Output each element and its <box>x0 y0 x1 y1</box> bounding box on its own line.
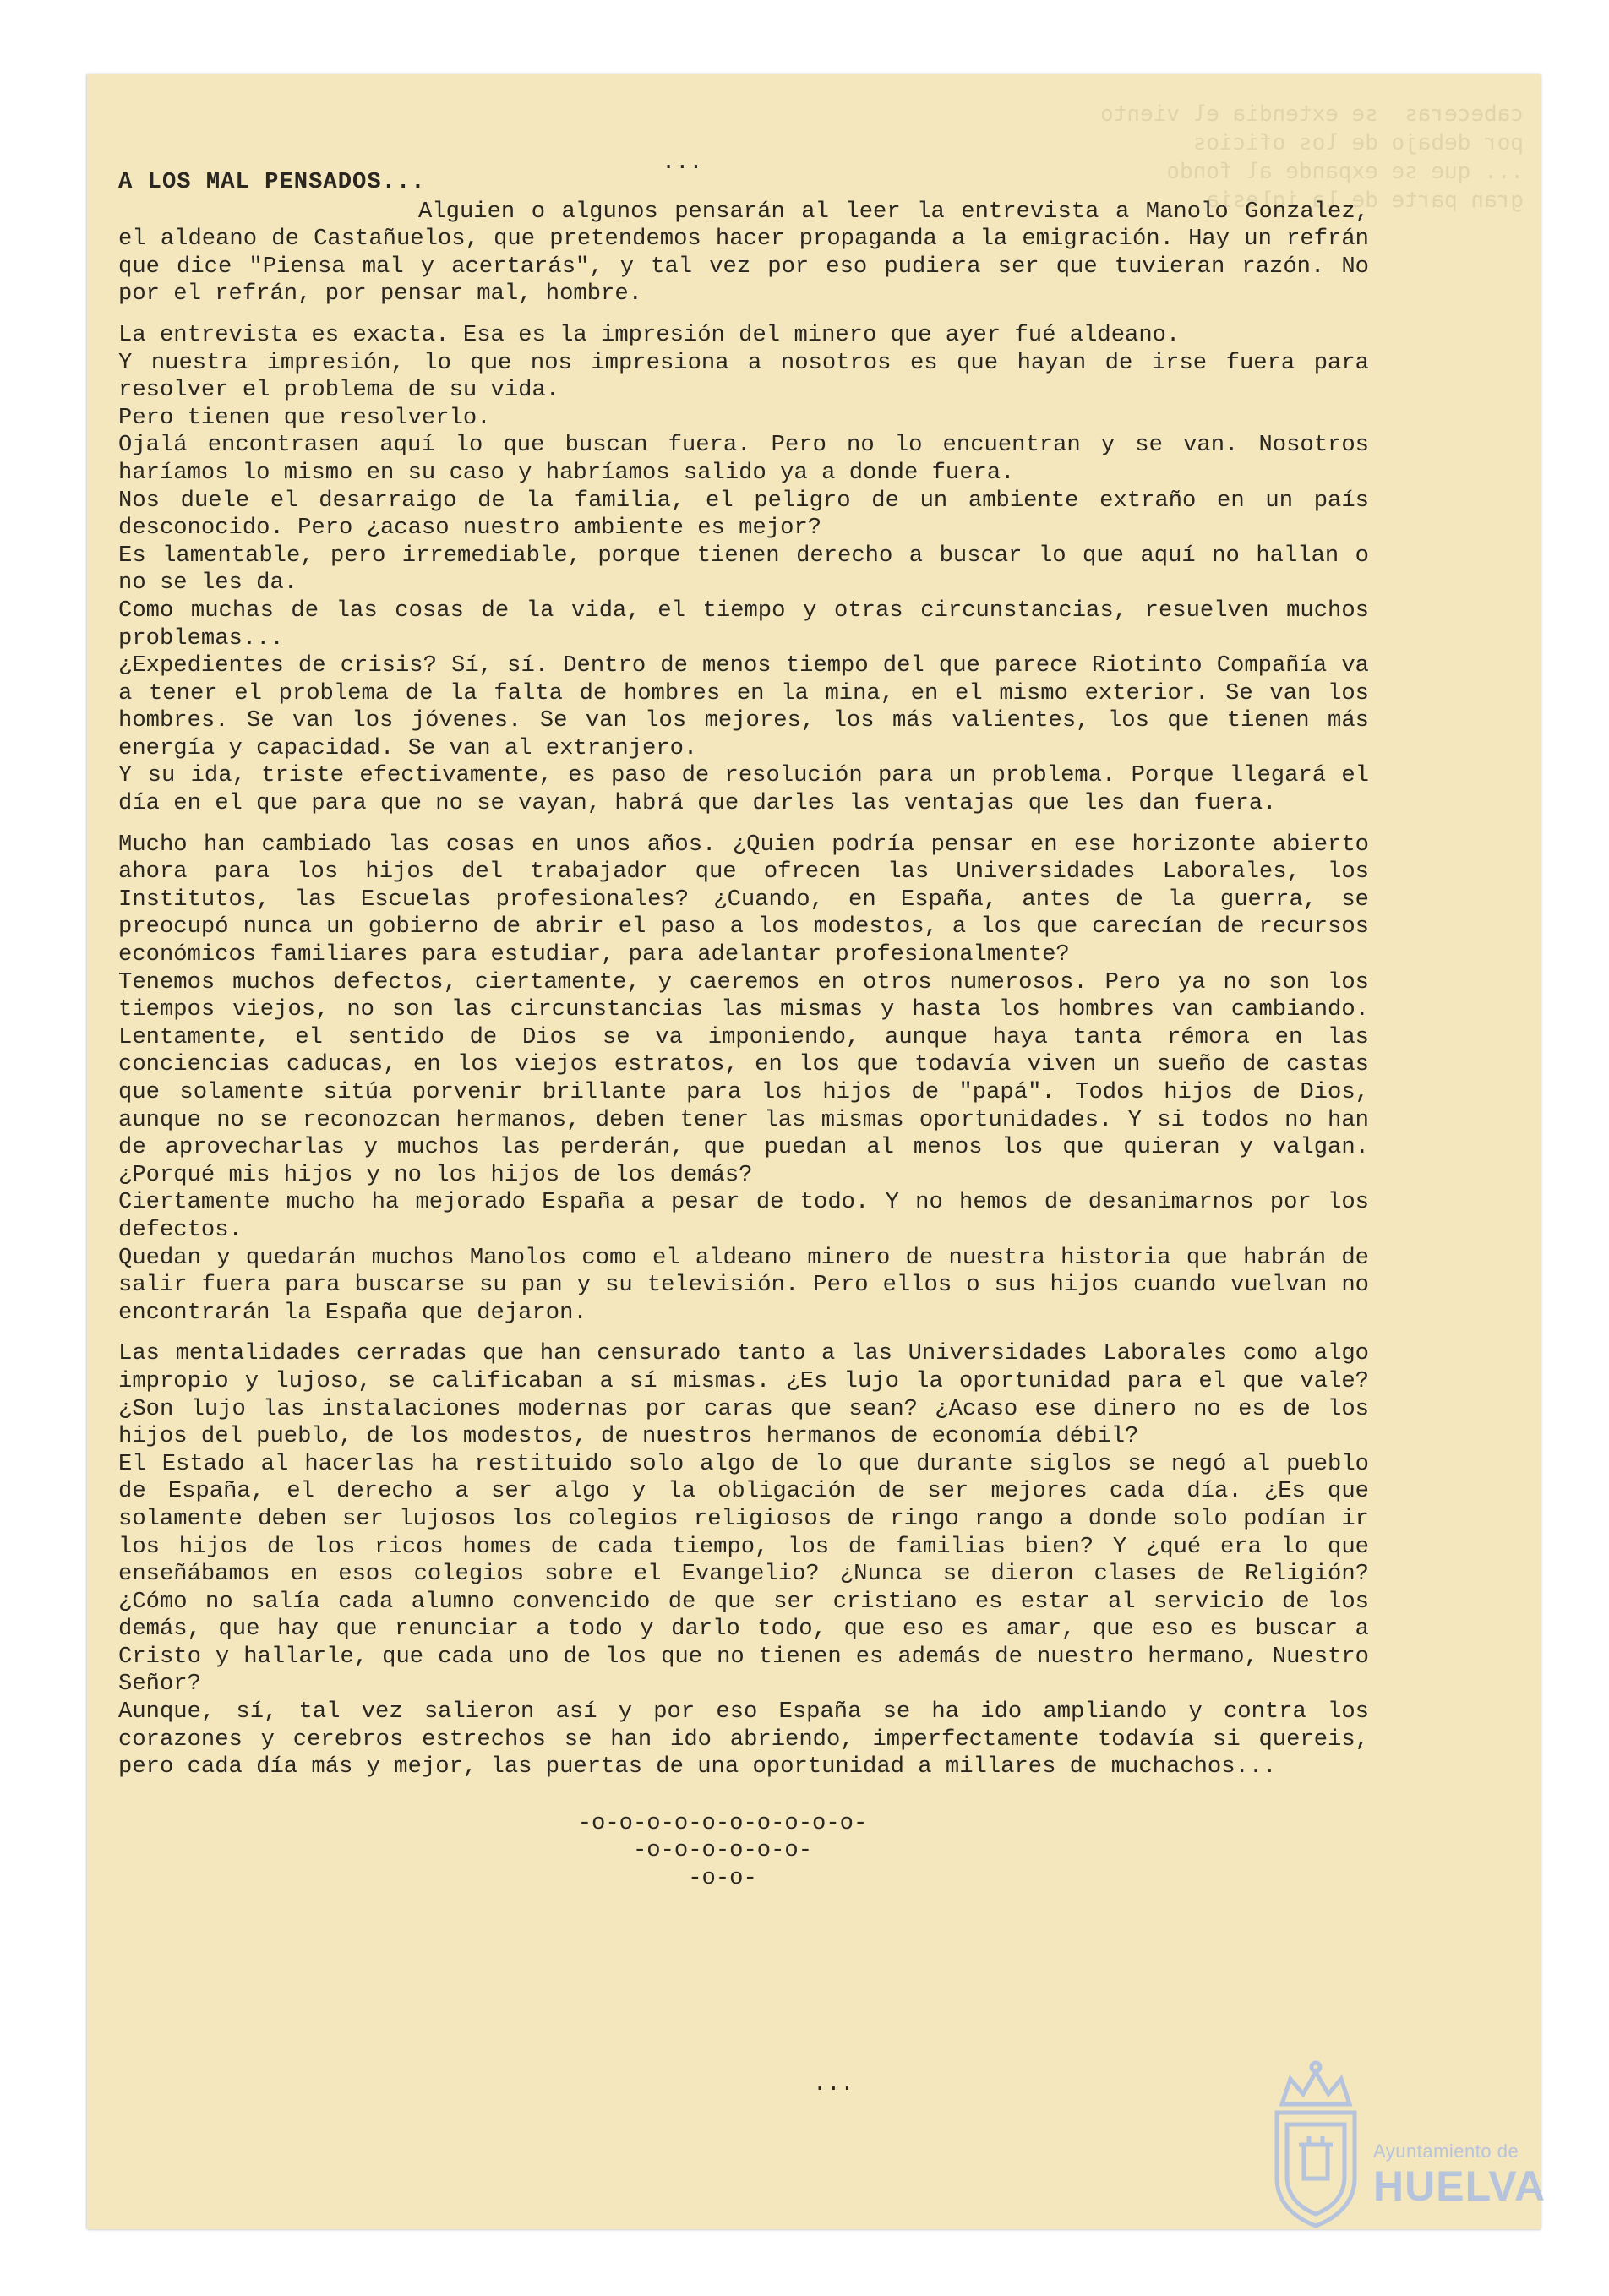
separator-line-2: -o-o-o-o-o-o- <box>632 1837 813 1864</box>
section-3-line: Las mentalidades cerradas que han censurado tanto a las Universidades Laborales como algo impropio y lujoso, se calificaban a sí mismas. ¿Es lujo la oportunidad para el que vale? ¿Son lujo las instalaciones modernas por caras que sean? ¿Acaso ese dinero no es de los hijos del pueblo, de los modestos, de nuestros hermanos de economía débil? <box>118 1340 1369 1450</box>
section-3-line: El Estado al hacerlas ha restituido solo algo de lo que durante siglos se negó al pueblo de España, el derecho a ser algo y la obligación de ser mejores cada día. ¿Es que solamente deben ser lujosos los colegios religiosos de ringo rango a donde solo podían ir los hijos de los ricos homes de cada tiempo, los de familias bien? Y ¿qué era lo que enseñábamos en esos colegios sobre el Evangelio? ¿Nunca se dieron clases de Religión? ¿Cómo no salía cada alumno convencido de que ser cristiano es estar al servicio de los demás, que hay que renunciar a todo y darlo todo, que eso es amar, que eso es buscar a Cristo y hallarle, que cada uno de los que no tienen es además de nuestro hermano, Nuestro Señor? <box>118 1450 1369 1698</box>
section-1-line: Y nuestra impresión, lo que nos impresiona a nosotros es que hayan de irse fuera para resolver el problema de su vida. <box>118 349 1369 404</box>
document-title: A LOS MAL PENSADOS... <box>118 169 426 195</box>
section-3 <box>118 1340 1369 1781</box>
intro-paragraph <box>118 199 1369 308</box>
section-2-line: Tenemos muchos defectos, ciertamente, y caeremos en otros numerosos. Pero ya no son los tiempos viejos, no son las circunstancias las mismas y hasta los hombres van cambiando. Lentamente, el sentido de Dios se va imponiendo, aunque haya tanta rémora en las conciencias caducas, en los viejos estratos, en los que todavía viven un sueño de castas que solamente sitúa porvenir brillante para los hijos de "papá". Todos hijos de Dios, aunque no se reconozcan hermanos, deben tener las mismas oportunidades. Y si todos no han de aprovecharlas y muchos las perderán, que puedan al menos los que quieran y valgan. ¿Porqué mis hijos y no los hijos de los demás? <box>118 968 1369 1188</box>
section-1-line: Es lamentable, pero irremediable, porque tienen derecho a buscar lo que aquí no hallan o no se les da. <box>118 542 1369 597</box>
watermark-line-1: Ayuntamiento de <box>1373 2141 1519 2162</box>
top-dots: ... <box>662 150 703 176</box>
section-2-line: Mucho han cambiado las cosas en unos años. ¿Quien podría pensar en ese horizonte abierto ahora para los hijos del trabajador que ofrecen las Universidades Laborales, los Institutos, las Escuelas profesionales? ¿Cuando, en España, antes de la guerra, se preocupó nunca un gobierno de abrir el paso a los modestos, a los que carecían de recursos económicos familiares para estudiar, para adelantar profesionalmente? <box>118 831 1369 968</box>
section-1-line: La entrevista es exacta. Esa es la impresión del minero que ayer fué aldeano. <box>118 321 1181 348</box>
section-2-line: Quedan y quedarán muchos Manolos como el aldeano minero de nuestra historia que habrán de salir fuera para buscarse su pan y su televisión. Pero ellos o sus hijos cuando vuelvan no encontrarán la España que dejaron. <box>118 1244 1369 1326</box>
section-3-line: Aunque, sí, tal vez salieron así y por eso España se ha ido ampliando y contra los corazones y cerebros estrechos se han ido abriendo, imperfectamente todavía si quereis, pero cada día más y mejor, las puertas de una oportunidad a millares de muchachos... <box>118 1699 1369 1781</box>
watermark-line-2: HUELVA <box>1373 2162 1546 2210</box>
section-2-line: Ciertamente mucho ha mejorado España a pesar de todo. Y no hemos de desanimarnos por los defectos. <box>118 1189 1369 1243</box>
section-1-line: Y su ida, triste efectivamente, es paso de resolución para un problema. Porque llegará el día en el que para que no se vayan, habrá que darles las ventajas que les dan fuera. <box>118 762 1369 817</box>
intro-text: Alguien o algunos pensarán al leer la entrevista a Manolo Gonzalez, el aldeano de Castañuelos, que pretendemos hacer propaganda a la emigración. Hay un refrán que dice "Piensa mal y acertarás", y tal vez por eso pudiera ser que tuvieran razón. No por el refrán, por pensar mal, hombre. <box>118 198 1369 308</box>
footer-dots: ... <box>813 2072 854 2097</box>
document-body <box>118 169 1369 1893</box>
show-through-text: cabeceras se extendia el viento por debajo de los oficios ... que se expande al fondo gran parte de la iglesia <box>1100 101 1524 213</box>
separator-line-3: -o-o- <box>688 1865 757 1892</box>
section-1 <box>118 322 1369 818</box>
section-1-line: Como muchas de las cosas de la vida, el tiempo y otras circunstancias, resuelven muchos problemas... <box>118 597 1369 652</box>
section-2 <box>118 832 1369 1328</box>
ayuntamiento-watermark <box>1265 2060 1544 2229</box>
section-1-line: ¿Expedientes de crisis? Sí, sí. Dentro de menos tiempo del que parece Riotinto Compañía va a tener el problema de la falta de hombres en la mina, en el mismo exterior. Se van los hombres. Se van los jóvenes. Se van los mejores, los más valientes, los que tienen más energía y capacidad. Se van al extranjero. <box>118 652 1369 761</box>
section-1-line: Nos duele el desarraigo de la familia, el peligro de un ambiente extraño en un país desconocido. Pero ¿acaso nuestro ambiente es mejor? <box>118 487 1369 542</box>
separator-line-1: -o-o-o-o-o-o-o-o-o-o- <box>577 1809 868 1836</box>
section-1-line: Ojalá encontrasen aquí lo que buscan fuera. Pero no lo encuentran y se van. Nosotros haríamos lo mismo en su caso y habríamos salido ya a donde fuera. <box>118 432 1369 486</box>
coat-of-arms-icon <box>1265 2060 1366 2229</box>
section-1-line: Pero tienen que resolverlo. <box>118 404 491 431</box>
